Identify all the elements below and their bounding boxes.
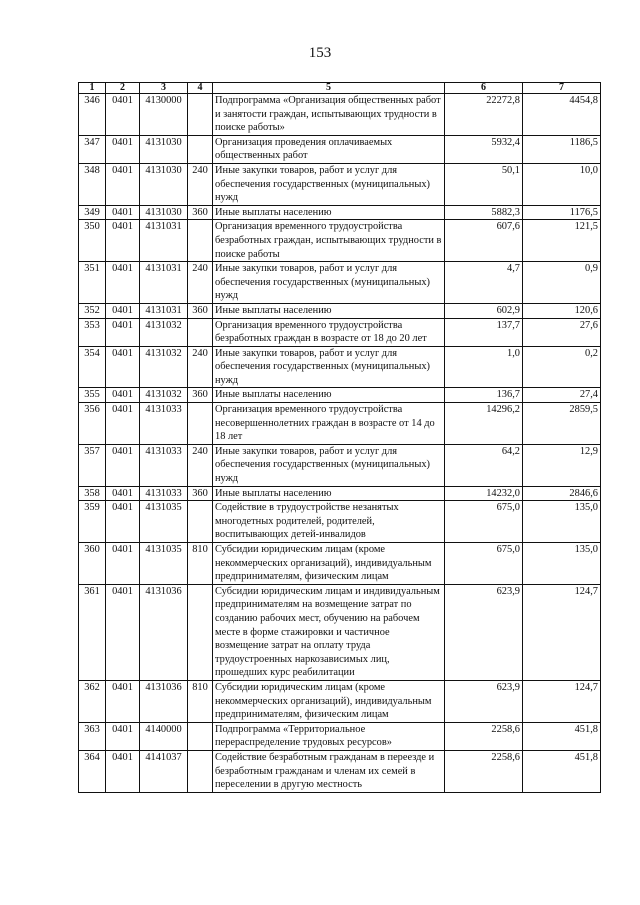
table-row (79, 722, 601, 750)
row-number: 354 (79, 346, 106, 388)
table-body (79, 94, 601, 793)
target-code: 4131033 (140, 403, 188, 445)
amount-column-6: 675,0 (445, 501, 523, 543)
amount-column-7: 121,5 (523, 220, 601, 262)
table-row (79, 584, 601, 680)
expense-type-code (188, 135, 213, 163)
row-number: 361 (79, 584, 106, 680)
amount-column-6: 623,9 (445, 680, 523, 722)
section-code: 0401 (106, 486, 140, 501)
row-number: 351 (79, 262, 106, 304)
section-code: 0401 (106, 388, 140, 403)
amount-column-7: 1186,5 (523, 135, 601, 163)
item-name: Организация проведения оплачиваемых общественных работ (213, 135, 445, 163)
section-code: 0401 (106, 543, 140, 585)
table-row (79, 680, 601, 722)
column-header: 4 (188, 83, 213, 94)
expense-type-code (188, 750, 213, 792)
table-row (79, 388, 601, 403)
row-number: 360 (79, 543, 106, 585)
section-code: 0401 (106, 163, 140, 205)
section-code: 0401 (106, 135, 140, 163)
item-name: Подпрограмма «Территориальное перераспределение трудовых ресурсов» (213, 722, 445, 750)
amount-column-6: 14296,2 (445, 403, 523, 445)
item-name: Субсидии юридическим лицам (кроме некоммерческих организаций), индивидуальным предпринимателям, физическим лицам (213, 680, 445, 722)
amount-column-6: 675,0 (445, 543, 523, 585)
table-row (79, 303, 601, 318)
expense-type-code (188, 318, 213, 346)
amount-column-7: 4454,8 (523, 94, 601, 136)
table-row (79, 163, 601, 205)
item-name: Иные закупки товаров, работ и услуг для обеспечения государственных (муниципальных) нужд (213, 262, 445, 304)
amount-column-7: 27,4 (523, 388, 601, 403)
column-header: 5 (213, 83, 445, 94)
table-row (79, 750, 601, 792)
amount-column-7: 124,7 (523, 680, 601, 722)
target-code: 4141037 (140, 750, 188, 792)
table-row (79, 205, 601, 220)
amount-column-7: 135,0 (523, 543, 601, 585)
item-name: Организация временного трудоустройства несовершеннолетних граждан в возрасте от 14 до 18 лет (213, 403, 445, 445)
amount-column-6: 22272,8 (445, 94, 523, 136)
target-code: 4131031 (140, 262, 188, 304)
row-number: 358 (79, 486, 106, 501)
amount-column-7: 10,0 (523, 163, 601, 205)
amount-column-6: 2258,6 (445, 750, 523, 792)
section-code: 0401 (106, 303, 140, 318)
expense-type-code: 810 (188, 543, 213, 585)
amount-column-6: 137,7 (445, 318, 523, 346)
section-code: 0401 (106, 403, 140, 445)
amount-column-6: 5932,4 (445, 135, 523, 163)
item-name: Иные закупки товаров, работ и услуг для обеспечения государственных (муниципальных) нужд (213, 346, 445, 388)
expense-type-code: 240 (188, 444, 213, 486)
item-name: Подпрограмма «Организация общественных работ и занятости граждан, испытывающих трудности в поиске работы» (213, 94, 445, 136)
amount-column-7: 0,2 (523, 346, 601, 388)
amount-column-7: 124,7 (523, 584, 601, 680)
amount-column-7: 27,6 (523, 318, 601, 346)
item-name: Субсидии юридическим лицам и индивидуальным предпринимателям на возмещение затрат по созданию рабочих мест, обучению на рабочем месте в форме стажировки и частичное возмещение затрат на оплату труда трудоустроенных наркозависимых лиц, прошедших курс реабилитации (213, 584, 445, 680)
column-header: 7 (523, 83, 601, 94)
amount-column-6: 602,9 (445, 303, 523, 318)
expense-type-code (188, 501, 213, 543)
target-code: 4131036 (140, 584, 188, 680)
row-number: 352 (79, 303, 106, 318)
item-name: Содействие безработным гражданам в переезде и безработным гражданам и членам их семей в переселении в другую местность (213, 750, 445, 792)
row-number: 355 (79, 388, 106, 403)
amount-column-7: 2846,6 (523, 486, 601, 501)
budget-table (78, 82, 601, 793)
item-name: Иные выплаты населению (213, 486, 445, 501)
table-row (79, 501, 601, 543)
section-code: 0401 (106, 205, 140, 220)
item-name: Иные закупки товаров, работ и услуг для обеспечения государственных (муниципальных) нужд (213, 163, 445, 205)
expense-type-code: 360 (188, 388, 213, 403)
amount-column-6: 2258,6 (445, 722, 523, 750)
amount-column-6: 4,7 (445, 262, 523, 304)
page-number: 153 (308, 45, 332, 61)
target-code: 4131031 (140, 303, 188, 318)
expense-type-code (188, 94, 213, 136)
target-code: 4131033 (140, 486, 188, 501)
section-code: 0401 (106, 262, 140, 304)
row-number: 350 (79, 220, 106, 262)
table-row (79, 318, 601, 346)
target-code: 4130000 (140, 94, 188, 136)
table-row (79, 444, 601, 486)
row-number: 349 (79, 205, 106, 220)
item-name: Иные выплаты населению (213, 388, 445, 403)
target-code: 4131030 (140, 163, 188, 205)
section-code: 0401 (106, 722, 140, 750)
amount-column-7: 1176,5 (523, 205, 601, 220)
target-code: 4131033 (140, 444, 188, 486)
amount-column-6: 64,2 (445, 444, 523, 486)
section-code: 0401 (106, 346, 140, 388)
table-row (79, 94, 601, 136)
expense-type-code: 240 (188, 346, 213, 388)
section-code: 0401 (106, 750, 140, 792)
row-number: 353 (79, 318, 106, 346)
item-name: Содействие в трудоустройстве незанятых многодетных родителей, родителей, воспитывающих детей-инвалидов (213, 501, 445, 543)
amount-column-7: 0,9 (523, 262, 601, 304)
item-name: Иные выплаты населению (213, 205, 445, 220)
amount-column-6: 607,6 (445, 220, 523, 262)
target-code: 4131032 (140, 318, 188, 346)
expense-type-code (188, 220, 213, 262)
amount-column-7: 120,6 (523, 303, 601, 318)
row-number: 364 (79, 750, 106, 792)
item-name: Иные выплаты населению (213, 303, 445, 318)
section-code: 0401 (106, 94, 140, 136)
target-code: 4131030 (140, 135, 188, 163)
row-number: 363 (79, 722, 106, 750)
target-code: 4131036 (140, 680, 188, 722)
expense-type-code: 240 (188, 163, 213, 205)
expense-type-code: 810 (188, 680, 213, 722)
amount-column-6: 136,7 (445, 388, 523, 403)
section-code: 0401 (106, 680, 140, 722)
table-row (79, 346, 601, 388)
section-code: 0401 (106, 501, 140, 543)
amount-column-7: 451,8 (523, 722, 601, 750)
column-header: 1 (79, 83, 106, 94)
target-code: 4140000 (140, 722, 188, 750)
target-code: 4131032 (140, 388, 188, 403)
expense-type-code (188, 584, 213, 680)
expense-type-code: 360 (188, 303, 213, 318)
amount-column-6: 623,9 (445, 584, 523, 680)
expense-type-code: 360 (188, 486, 213, 501)
target-code: 4131035 (140, 501, 188, 543)
expense-type-code: 240 (188, 262, 213, 304)
item-name: Организация временного трудоустройства безработных граждан, испытывающих трудности в поиске работы (213, 220, 445, 262)
section-code: 0401 (106, 220, 140, 262)
item-name: Организация временного трудоустройства безработных граждан в возрасте от 18 до 20 лет (213, 318, 445, 346)
target-code: 4131032 (140, 346, 188, 388)
item-name: Иные закупки товаров, работ и услуг для обеспечения государственных (муниципальных) нужд (213, 444, 445, 486)
section-code: 0401 (106, 584, 140, 680)
table-row (79, 486, 601, 501)
amount-column-6: 14232,0 (445, 486, 523, 501)
target-code: 4131035 (140, 543, 188, 585)
row-number: 357 (79, 444, 106, 486)
table-row (79, 543, 601, 585)
table-row (79, 403, 601, 445)
column-header: 3 (140, 83, 188, 94)
table-row (79, 220, 601, 262)
row-number: 346 (79, 94, 106, 136)
amount-column-6: 50,1 (445, 163, 523, 205)
row-number: 359 (79, 501, 106, 543)
row-number: 362 (79, 680, 106, 722)
section-code: 0401 (106, 444, 140, 486)
amount-column-7: 12,9 (523, 444, 601, 486)
target-code: 4131030 (140, 205, 188, 220)
row-number: 356 (79, 403, 106, 445)
table-row (79, 135, 601, 163)
expense-type-code (188, 403, 213, 445)
section-code: 0401 (106, 318, 140, 346)
column-header: 6 (445, 83, 523, 94)
row-number: 348 (79, 163, 106, 205)
amount-column-7: 135,0 (523, 501, 601, 543)
table-header-row (79, 83, 601, 94)
amount-column-7: 2859,5 (523, 403, 601, 445)
column-header: 2 (106, 83, 140, 94)
table-row (79, 262, 601, 304)
target-code: 4131031 (140, 220, 188, 262)
expense-type-code: 360 (188, 205, 213, 220)
expense-type-code (188, 722, 213, 750)
item-name: Субсидии юридическим лицам (кроме некоммерческих организаций), индивидуальным предпринимателям, физическим лицам (213, 543, 445, 585)
amount-column-7: 451,8 (523, 750, 601, 792)
amount-column-6: 1,0 (445, 346, 523, 388)
amount-column-6: 5882,3 (445, 205, 523, 220)
row-number: 347 (79, 135, 106, 163)
